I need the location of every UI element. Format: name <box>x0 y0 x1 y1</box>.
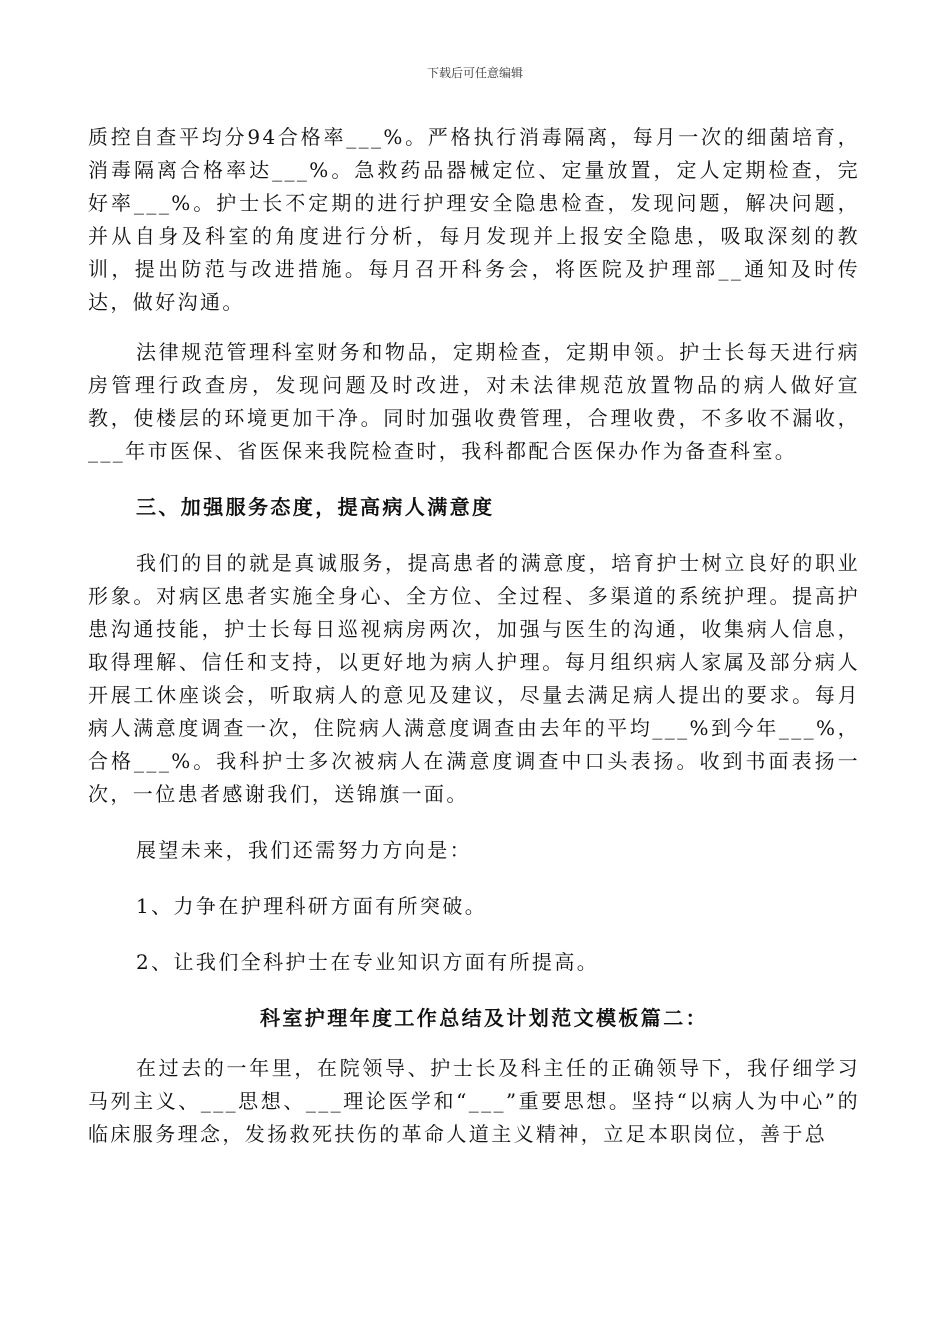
paragraph-quality-control: 质控自查平均分94合格率___%。严格执行消毒隔离，每月一次的细菌培育，消毒隔离合格率达___%。急救药品器械定位、定量放置，定人定期检查，完好率___%。护士长不定期的进行护理安全隐患检查，发现问题，解决问题，并从自身及科室的角度进行分析，每月发现并上报安全隐患，吸取深刻的教训，提出防范与改进措施。每月召开科务会，将医院及护理部__通知及时传达，做好沟通。 <box>88 125 860 314</box>
paragraph-finance-management: 法律规范管理科室财务和物品，定期检查，定期申领。护士长每天进行病房管理行政查房，发现问题及时改进，对未法律规范放置物品的病人做好宣教，使楼层的环境更加干净。同时加强收费管理，合理收费，不多收不漏收，___年市医保、省医保来我院检查时，我科都配合医保办作为备查科室。 <box>88 340 860 463</box>
paragraph-patient-satisfaction: 我们的目的就是真诚服务，提高患者的满意度，培育护士树立良好的职业形象。对病区患者实施全身心、全方位、全过程、多渠道的系统护理。提高护患沟通技能，护士长每日巡视病房两次，加强与医生的沟通，收集病人信息，取得理解、信任和支持，以更好地为病人护理。每月组织病人家属及部分病人开展工休座谈会，听取病人的意见及建议，尽量去满足病人提出的要求。每月病人满意度调查一次，住院病人满意度调查由去年的平均___%到今年___%，合格___%。我科护士多次被病人在满意度调查中口头表扬。收到书面表扬一次，一位患者感谢我们，送锦旗一面。 <box>88 551 860 806</box>
list-item-goal-1: 1、力争在护理科研方面有所突破。 <box>136 894 488 918</box>
paragraph-outlook: 展望未来，我们还需努力方向是： <box>136 838 472 862</box>
article-heading-part-two: 科室护理年度工作总结及计划范文模板篇二： <box>260 1006 708 1030</box>
list-item-goal-2: 2、让我们全科护士在专业知识方面有所提高。 <box>136 950 600 974</box>
document-body <box>88 121 860 1151</box>
header-watermark: 下载后可任意编辑 <box>426 66 523 80</box>
section-heading-service-attitude: 三、加强服务态度，提高病人满意度 <box>136 495 495 519</box>
paragraph-part-two-intro: 在过去的一年里，在院领导、护士长及科主任的正确领导下，我仔细学习马列主义、___思想、___理论医学和“___”重要思想。坚持“以病人为中心”的临床服务理念，发扬救死扶伤的革命人道主义精神，立足本职岗位，善于总 <box>88 1056 860 1146</box>
